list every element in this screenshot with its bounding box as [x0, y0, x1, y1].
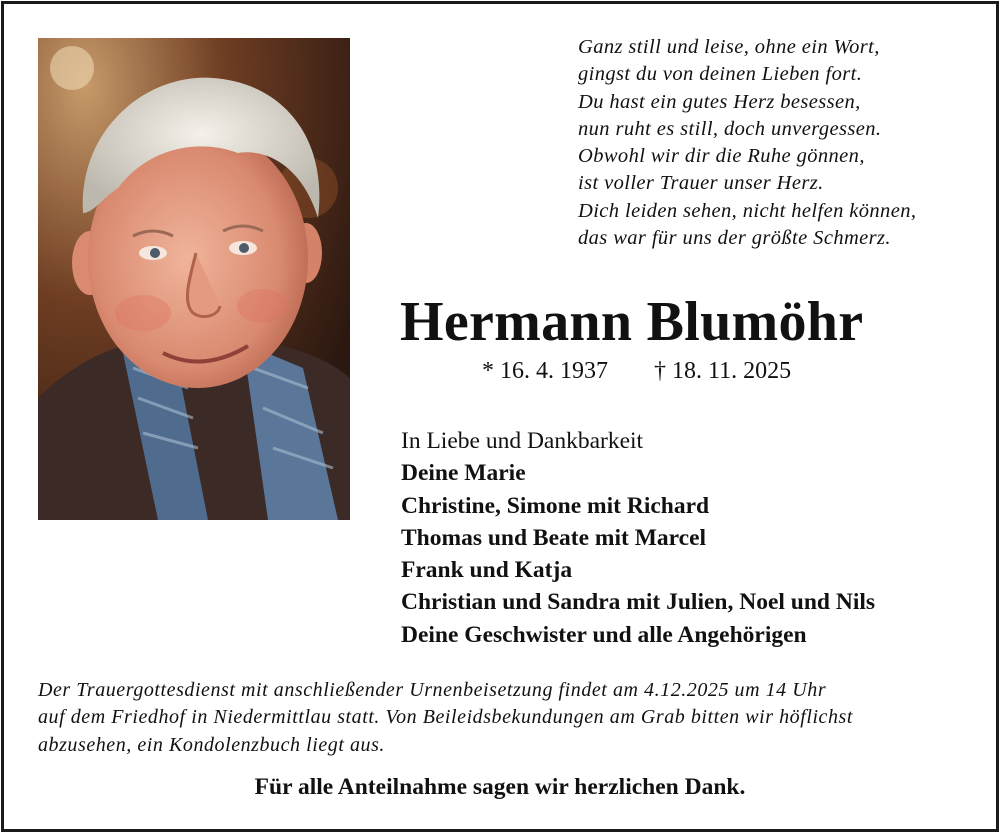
poem-line: das war für uns der größte Schmerz.: [578, 227, 891, 250]
service-line: auf dem Friedhof in Niedermittlau statt. Von Beileidsbekundungen am Grab bitten wir höflichst: [38, 706, 853, 729]
service-line: abzusehen, ein Kondolenzbuch liegt aus.: [38, 733, 385, 756]
closing-thanks: Für alle Anteilnahme sagen wir herzlichen Dank.: [254, 774, 746, 800]
mourner-line: Christine, Simone mit Richard: [401, 492, 710, 519]
service-line: Der Trauergottesdienst mit anschließender Urnenbeisetzung findet am 4.12.2025 um 14 Uhr: [38, 679, 827, 701]
mourners-intro: In Liebe und Dankbarkeit: [401, 428, 644, 454]
portrait-photo: [38, 38, 350, 520]
mourner-line: Deine Geschwister und alle Angehörigen: [401, 621, 807, 648]
poem-line: Ganz still und leise, ohne ein Wort,: [578, 36, 880, 58]
poem-line: nun ruht es still, doch unvergessen.: [578, 117, 882, 140]
mourner-line: Frank und Katja: [401, 557, 573, 584]
poem-line: ist voller Trauer unser Herz.: [578, 172, 824, 195]
portrait-illustration: [38, 38, 350, 520]
poem-line: Obwohl wir dir die Ruhe gönnen,: [578, 145, 865, 168]
mourner-line: Thomas und Beate mit Marcel: [401, 524, 707, 551]
life-dates: [482, 358, 791, 385]
poem-line: gingst du von deinen Lieben fort.: [578, 63, 863, 86]
mourner-line: Deine Marie: [401, 460, 526, 487]
poem-line: Du hast ein gutes Herz besessen,: [578, 90, 861, 113]
birth-date: * 16. 4. 1937: [482, 358, 608, 384]
service-announcement: [38, 677, 978, 759]
mourners-list: [401, 425, 875, 651]
poem-line: Dich leiden sehen, nicht helfen können,: [578, 199, 917, 222]
death-date: † 18. 11. 2025: [654, 358, 792, 384]
obituary-notice: [1, 1, 999, 832]
mourner-line: Christian und Sandra mit Julien, Noel und Nils: [401, 589, 876, 616]
deceased-name: Hermann Blumöhr: [400, 291, 864, 353]
memorial-poem: [578, 34, 978, 252]
